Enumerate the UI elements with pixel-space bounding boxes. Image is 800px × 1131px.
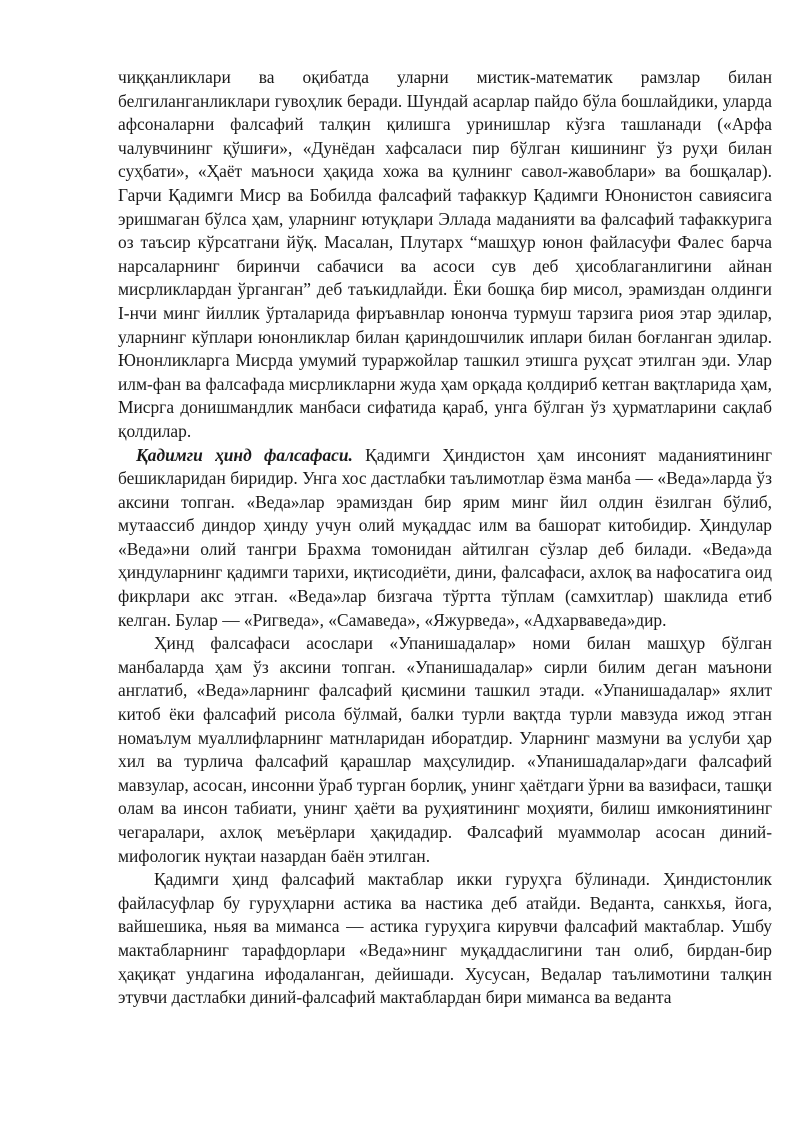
paragraph-indian-philosophy: [118, 444, 772, 633]
paragraph-text: Ҳинд фалсафаси асослари «Упанишадалар» номи билан машҳур бўлган манбаларда ҳам ўз аксини топган. «Упанишадалар» сирли билим деган маънони англатиб, «Веда»ларнинг фалсафий қисмини ташкил этади. «Упанишадалар» яхлит китоб ёки фалсафий рисола бўлмай, балки турли вақтда турли мавзуда ижод этган номаълум муаллифларнинг матнларидан иборатдир. Уларнинг мазмуни ва услуби ҳар хил ва турлича фалсафий қарашлар маҳсулидир. «Упанишадалар»даги фалсафий мавзулар, асосан, инсонни ўраб турган борлиқ, унинг ҳаётдаги ўрни ва вазифаси, ташқи олам ва инсон табиати, унинг ҳаёти ва руҳиятининг моҳияти, билиш имкониятининг чегаралари, ахлоқ меъёрлари ҳақидадир. Фалсафий муаммолар асосан диний-мифологик нуқтаи назардан баён этилган.: [118, 633, 772, 866]
paragraph-egypt-influence: [118, 66, 772, 444]
section-heading: Қадимги ҳинд фалсафаси.: [136, 444, 353, 465]
paragraph-upanishads: [118, 632, 772, 868]
document-page: [118, 66, 772, 1010]
paragraph-text: Қадимги Ҳиндистон ҳам инсоният маданиятининг бешикларидан биридир. Унга хос дастлабки таълимотлар ёзма манба — «Веда»ларда ўз аксини топган. «Веда»лар эрамиздан бир ярим минг йил олдин ёзилган бўлиб, мутаассиб диндор ҳинду учун олий муқаддас илм ва башорат китобидир. Ҳиндулар «Веда»ни олий тангри Брахма томонидан айтилган сўзлар деб билади. «Веда»да ҳиндуларнинг қадимги тарихи, иқтисодиёти, дини, фалсафаси, ахлоқ ва нафосатига оид фикрлари акс этган. «Веда»лар бизгача тўртта тўплам (самхитлар) шаклида етиб келган. Булар — «Ригведа», «Самаведа», «Яжурведа», «Адхарваведа»дир.: [118, 444, 772, 630]
paragraph-text: Қадимги ҳинд фалсафий мактаблар икки гуруҳга бўлинади. Ҳиндистонлик файласуфлар бу гуруҳларни астика ва настика деб атайди. Веданта, санкхья, йога, вайшешика, ньяя ва миманса — астика гуруҳига кирувчи фалсафий мактаблар. Ушбу мактабларнинг тарафдорлари «Веда»нинг муқаддаслигини тан олиб, бирдан-бир ҳақиқат ундагина ифодаланган, дейишади. Хусусан, Ведалар таълимотини талқин этувчи дастлабки диний-фалсафий мактаблардан бири миманса ва веданта: [118, 869, 772, 1008]
paragraph-schools: [118, 868, 772, 1010]
paragraph-text: чиққанликлари ва оқибатда уларни мистик-математик рамзлар билан белгиланганликлари гувоҳлик беради. Шундай асарлар пайдо бўла бошлайдики, уларда афсоналарни фалсафий талқин қилишга уринишлар кўзга ташланади («Арфа чалувчининг қўшиғи», «Дунёдан хафсаласи пир бўлган кишининг ўз руҳи билан суҳбати», «Ҳаёт маъноси ҳақида хожа ва қулнинг савол-жавоблари» ва бошқалар). Гарчи Қадимги Миср ва Бобилда фалсафий тафаккур Қадимги Юнонистон савиясига эришмаган бўлса ҳам, уларнинг ютуқлари Эллада маданияти ва фалсафий тафаккурига оз таъсир кўрсатгани йўқ. Масалан, Плутарх “машҳур юнон файласуфи Фалес барча нарсаларнинг биринчи сабачиси ва асоси сув деб ҳисоблаганлигини айнан мисрликлардан ўрганган” деб таъкидлайди. Ёки бошқа бир мисол, эрамиздан олдинги I-нчи минг йиллик ўрталарида фиръавнлар юнонча турмуш тарзига риоя этар эдилар, уларнинг кўплари юнонликлар билан қариндошчилик иплари билан боғланган эдилар. Юнонликларга Мисрда умумий тураржойлар ташкил этишга руҳсат этилган эди. Улар илм-фан ва фалсафада мисрликларни жуда ҳам орқада қолдириб кетган вақтларида ҳам, Мисрга донишмандлик манбаси сифатида қараб, унга бўлган ўз ҳурматларини сақлаб қолдилар.: [118, 67, 772, 441]
